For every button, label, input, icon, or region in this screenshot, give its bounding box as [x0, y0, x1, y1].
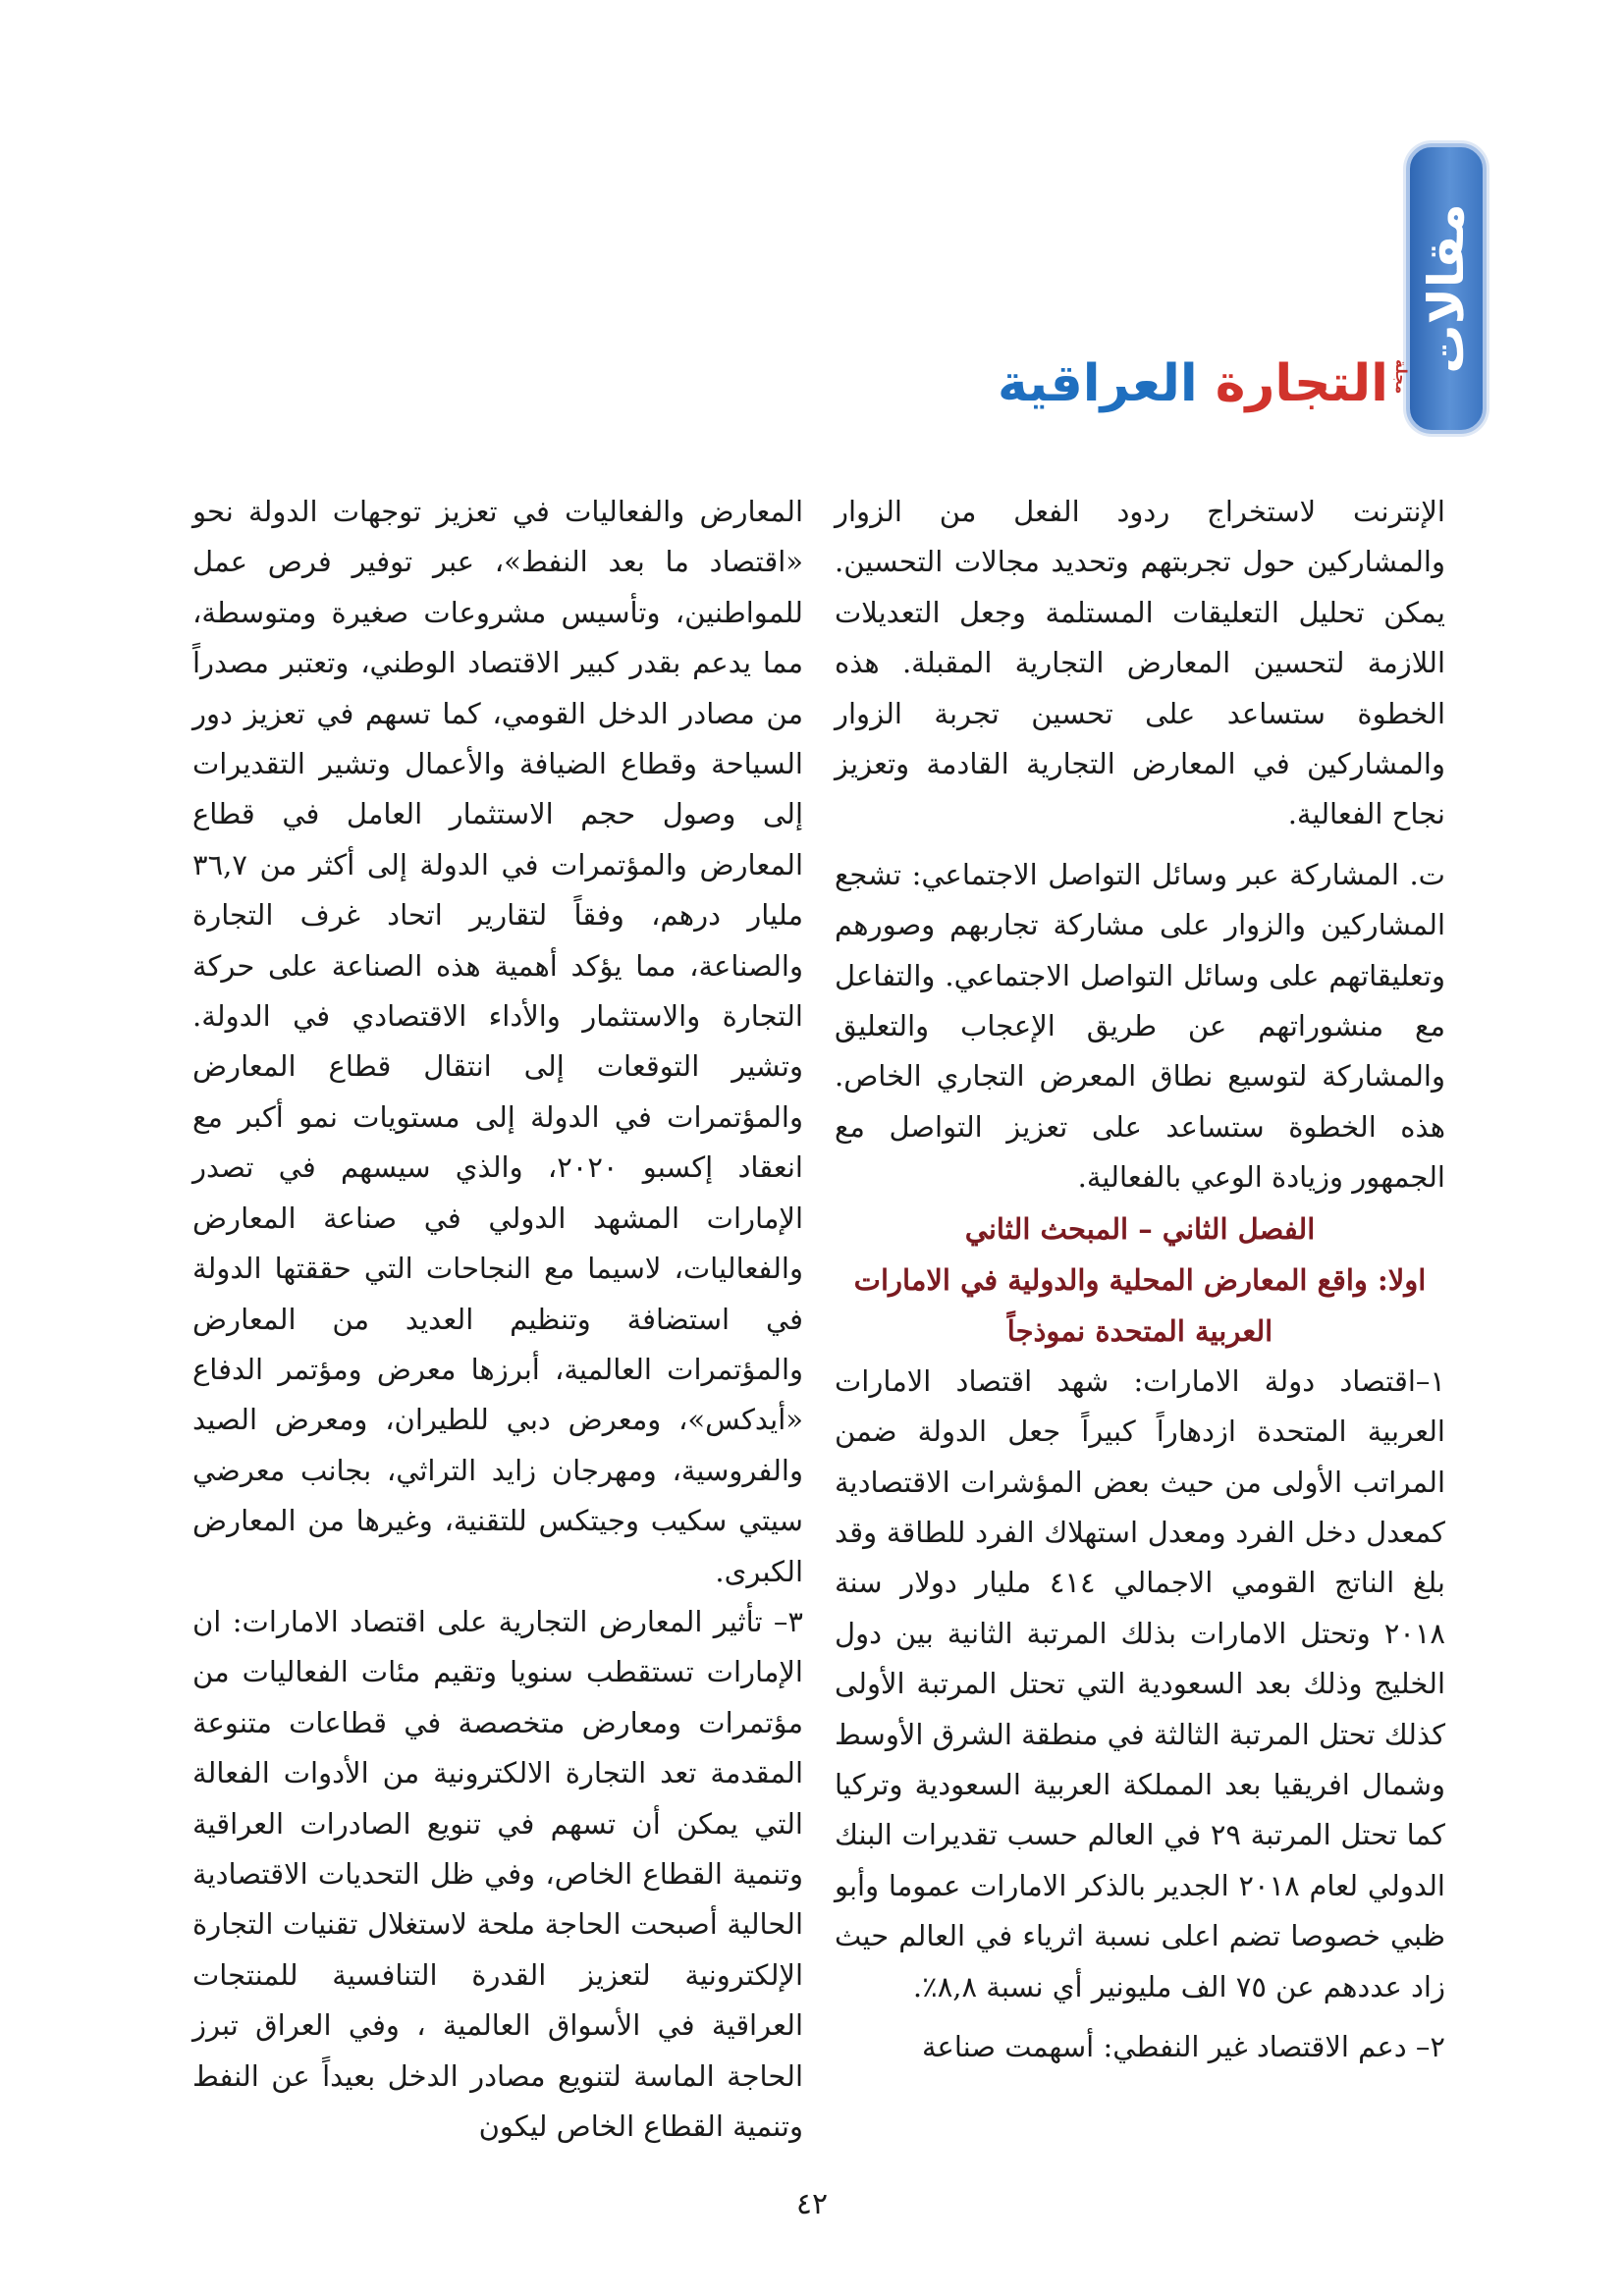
- paragraph-social-media: ت. المشاركة عبر وسائل التواصل الاجتماعي: تشجع المشاركين والزوار على مشاركة تجاربهم وصورهم وتعليقاتهم على وسائل التواصل الاجتماعي. والتفاعل مع منشوراتهم عن طريق الإعجاب والتعليق والمشاركة لتوسيع نطاق المعرض التجاري الخاص. هذه الخطوة ستساعد على تعزيز التواصل مع الجمهور وزيادة الوعي بالفعالية.: [835, 857, 1445, 1195]
- left-column: [192, 487, 803, 2152]
- paragraph-exhibitions-impact: ٣– تأثير المعارض التجارية على اقتصاد الامارات: ان الإمارات تستقطب سنويا وتقيم مئات الفعاليات من مؤتمرات ومعارض متخصصة في قطاعات متنوعة المقدمة تعد التجارة الالكترونية من الأدوات الفعالة التي يمكن أن تسهم في تنويع الصادرات العراقية وتنمية القطاع الخاص، وفي ظل التحديات الاقتصادية الحالية أصبحت الحاجة ملحة لاستغلال تقنيات التجارة الإلكترونية لتعزيز القدرة التنافسية للمنتجات العراقية في الأسواق العالمية ، وفي العراق تبرز الحاجة الماسة لتنويع مصادر الدخل بعيداً عن النفط وتنمية القطاع الخاص ليكون: [192, 1604, 803, 2143]
- logo-title: [998, 349, 1388, 418]
- paragraph-exhibitions-role: المعارض والفعاليات في تعزيز توجهات الدولة نحو «اقتصاد ما بعد النفط»، عبر توفير فرص عمل للمواطنين، وتأسيس مشروعات صغيرة ومتوسطة، مما يدعم بقدر كبير الاقتصاد الوطني، وتعتبر مصدراً من مصادر الدخل القومي، كما تسهم في تعزيز دور السياحة وقطاع الضيافة والأعمال وتشير التقديرات إلى وصول حجم الاستثمار العامل في قطاع المعارض والمؤتمرات في الدولة إلى أكثر من ٣٦,٧ مليار درهم، وفقاً لتقارير اتحاد غرف التجارة والصناعة، مما يؤكد أهمية هذه الصناعة على حركة التجارة والاستثمار والأداء الاقتصادي في الدولة. وتشير التوقعات إلى انتقال قطاع المعارض والمؤتمرات في الدولة إلى مستويات نمو أكبر مع انعقاد إكسبو ٢٠٢٠، والذي سيسهم في تصدر الإمارات المشهد الدولي في صناعة المعارض والفعاليات، لاسيما مع النجاحات التي حققتها الدولة في استضافة وتنظيم العديد من المعارض والمؤتمرات العالمية، أبرزها معرض ومؤتمر الدفاع «أيدكس»، ومعرض دبي للطيران، ومعرض الصيد والفروسية، ومهرجان زايد التراثي، بجانب معرضي سيتي سكيب وجيتكس للتقنية، وغيرها من المعارض الكبرى.: [192, 495, 803, 1588]
- paragraph-non-oil-economy: ٢– دعم الاقتصاد غير النفطي: أسهمت صناعة: [921, 2029, 1445, 2063]
- logo-title-part2: العراقية: [997, 354, 1216, 413]
- magazine-logo: [997, 349, 1410, 422]
- section-heading-subtitle: العربية المتحدة نموذجاً: [1006, 1313, 1273, 1348]
- section-heading-title: اولا: واقع المعارض المحلية والدولية في الامارات: [853, 1262, 1427, 1297]
- section-tab-label: مقالات: [1418, 203, 1475, 374]
- paragraph-feedback: الإنترنت لاستخراج ردود الفعل من الزوار والمشاركين حول تجربتهم وتحديد مجالات التحسين. يمكن تحليل التعليقات المستلمة وجعل التعديلات اللازمة لتحسين المعارض التجارية المقبلة. هذه الخطوة ستساعد على تحسين تجربة الزوار والمشاركين في المعارض التجارية القادمة وتعزيز نجاح الفعالية.: [835, 495, 1445, 831]
- right-column: [835, 487, 1445, 2072]
- paragraph-uae-economy: ١–اقتصاد دولة الامارات: شهد اقتصاد الامارات العربية المتحدة ازدهاراً كبيراً جعل الدولة ضمن المراتب الأولى من حيث بعض المؤشرات الاقتصادية كمعدل دخل الفرد ومعدل استهلاك الفرد للطاقة وقد بلغ الناتج القومي الاجمالي ٤١٤ مليار دولار سنة ٢٠١٨ وتحتل الامارات بذلك المرتبة الثانية بين دول الخليج وذلك بعد السعودية التي تحتل المرتبة الأولى كذلك تحتل المرتبة الثالثة في منطقة الشرق الأوسط وشمال افريقيا بعد المملكة العربية السعودية وتركيا كما تحتل المرتبة ٢٩ في العالم حسب تقديرات البنك الدولي لعام ٢٠١٨ الجدير بالذكر الامارات عموما وأبو ظبي خصوصا تضم اعلى نسبة اثرياء في العالم حيث زاد عددهم عن ٧٥ الف مليونير أي نسبة ٨,٨٪.: [835, 1363, 1445, 2003]
- logo-title-part1: التجارة: [1215, 354, 1388, 413]
- section-heading-chapter: الفصل الثاني – المبحث الثاني: [964, 1211, 1316, 1246]
- logo-magazine-word: مجلة: [1392, 359, 1410, 395]
- section-tab: [1406, 143, 1487, 434]
- page-number: ٤٢: [795, 2187, 829, 2221]
